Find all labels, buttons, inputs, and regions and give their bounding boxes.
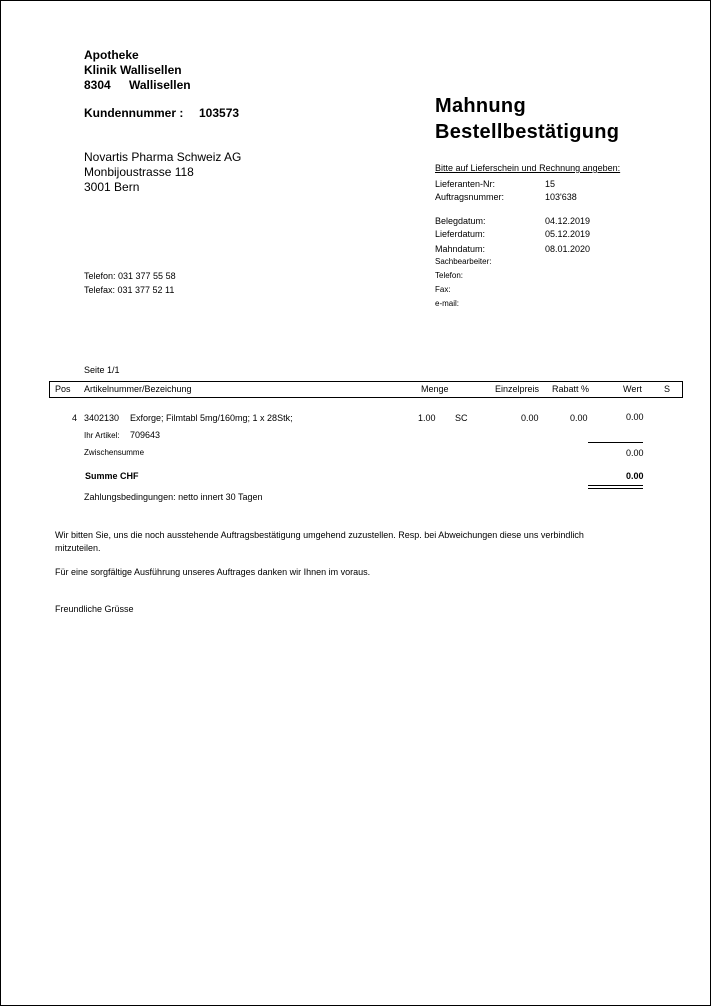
doc-date-value: 04.12.2019 bbox=[545, 216, 591, 226]
row-description: Exforge; Filmtabl 5mg/160mg; 1 x 28Stk; bbox=[130, 413, 293, 423]
row-qty: 1.00 bbox=[418, 413, 436, 423]
customer-number: 103573 bbox=[199, 106, 240, 120]
supplier-no-value: 15 bbox=[545, 179, 556, 189]
doc-title-2: Bestellbestätigung bbox=[435, 121, 620, 143]
reminder-date-value: 08.01.2020 bbox=[545, 244, 591, 254]
order-no-value: 103'638 bbox=[545, 192, 577, 202]
closing: Freundliche Grüsse bbox=[55, 604, 134, 614]
contact-fax-label: Fax: bbox=[435, 285, 451, 294]
doc-title-1: Mahnung bbox=[435, 95, 526, 117]
recipient-city: 3001 Bern bbox=[84, 180, 140, 194]
subtotal-value: 0.00 bbox=[626, 448, 644, 458]
header-qty: Menge bbox=[421, 384, 449, 394]
sender-postcode: 8304 bbox=[84, 78, 111, 92]
header-s: S bbox=[664, 384, 671, 394]
header-discount: Rabatt % bbox=[552, 384, 590, 394]
delivery-date-value: 05.12.2019 bbox=[545, 229, 591, 239]
doc-date-label: Belegdatum: bbox=[435, 216, 486, 226]
total-rule-1 bbox=[588, 485, 643, 486]
your-article-value: 709643 bbox=[130, 430, 161, 440]
row-pos: 4 bbox=[72, 413, 78, 423]
sender-city: Wallisellen bbox=[129, 78, 191, 92]
header-unit-price: Einzelpreis bbox=[495, 384, 540, 394]
total-rule-2 bbox=[588, 488, 643, 489]
total-value: 0.00 bbox=[626, 471, 644, 481]
subtotal-rule bbox=[588, 442, 643, 443]
your-article-label: Ihr Artikel: bbox=[84, 431, 120, 440]
row-value: 0.00 bbox=[626, 412, 644, 422]
header-article: Artikelnummer/Bezeichung bbox=[84, 384, 192, 394]
row-unit-price: 0.00 bbox=[521, 413, 539, 423]
body-paragraph-2: Für eine sorgfältige Ausführung unseres Auftrages danken wir Ihnen im voraus. bbox=[55, 567, 371, 577]
row-unit: SC bbox=[455, 413, 468, 423]
customer-number-label: Kundennummer : bbox=[84, 106, 184, 120]
row-discount: 0.00 bbox=[570, 413, 588, 423]
sender-line2: Klinik Wallisellen bbox=[84, 63, 182, 77]
subtotal-label: Zwischensumme bbox=[84, 448, 145, 457]
recipient-phone: Telefon: 031 377 55 58 bbox=[84, 271, 176, 281]
header-value: Wert bbox=[623, 384, 642, 394]
payment-terms: Zahlungsbedingungen: netto innert 30 Tagen bbox=[84, 492, 263, 502]
delivery-date-label: Lieferdatum: bbox=[435, 229, 486, 239]
supplier-no-label: Lieferanten-Nr: bbox=[435, 179, 496, 189]
contact-email-label: e-mail: bbox=[435, 299, 460, 308]
header-pos: Pos bbox=[55, 384, 71, 394]
recipient-fax: Telefax: 031 377 52 11 bbox=[84, 285, 175, 295]
page-number: Seite 1/1 bbox=[84, 365, 120, 375]
recipient-street: Monbijoustrasse 118 bbox=[84, 165, 194, 179]
total-label: Summe CHF bbox=[85, 471, 139, 481]
reminder-date-label: Mahndatum: bbox=[435, 244, 486, 254]
clerk-label: Sachbearbeiter: bbox=[435, 257, 492, 266]
row-article-no: 3402130 bbox=[84, 413, 120, 423]
order-no-label: Auftragsnummer: bbox=[435, 192, 505, 202]
recipient-name: Novartis Pharma Schweiz AG bbox=[84, 150, 242, 164]
body-paragraph-1: Wir bitten Sie, uns die noch ausstehende Auftragsbestätigung umgehend zuzustellen. Resp. bei Abweichungen diese uns verbindlich mitzuteilen. bbox=[55, 530, 584, 553]
contact-phone-label: Telefon: bbox=[435, 271, 464, 280]
reference-notice: Bitte auf Lieferschein und Rechnung angeben: bbox=[435, 163, 621, 173]
sender-line1: Apotheke bbox=[84, 48, 139, 62]
